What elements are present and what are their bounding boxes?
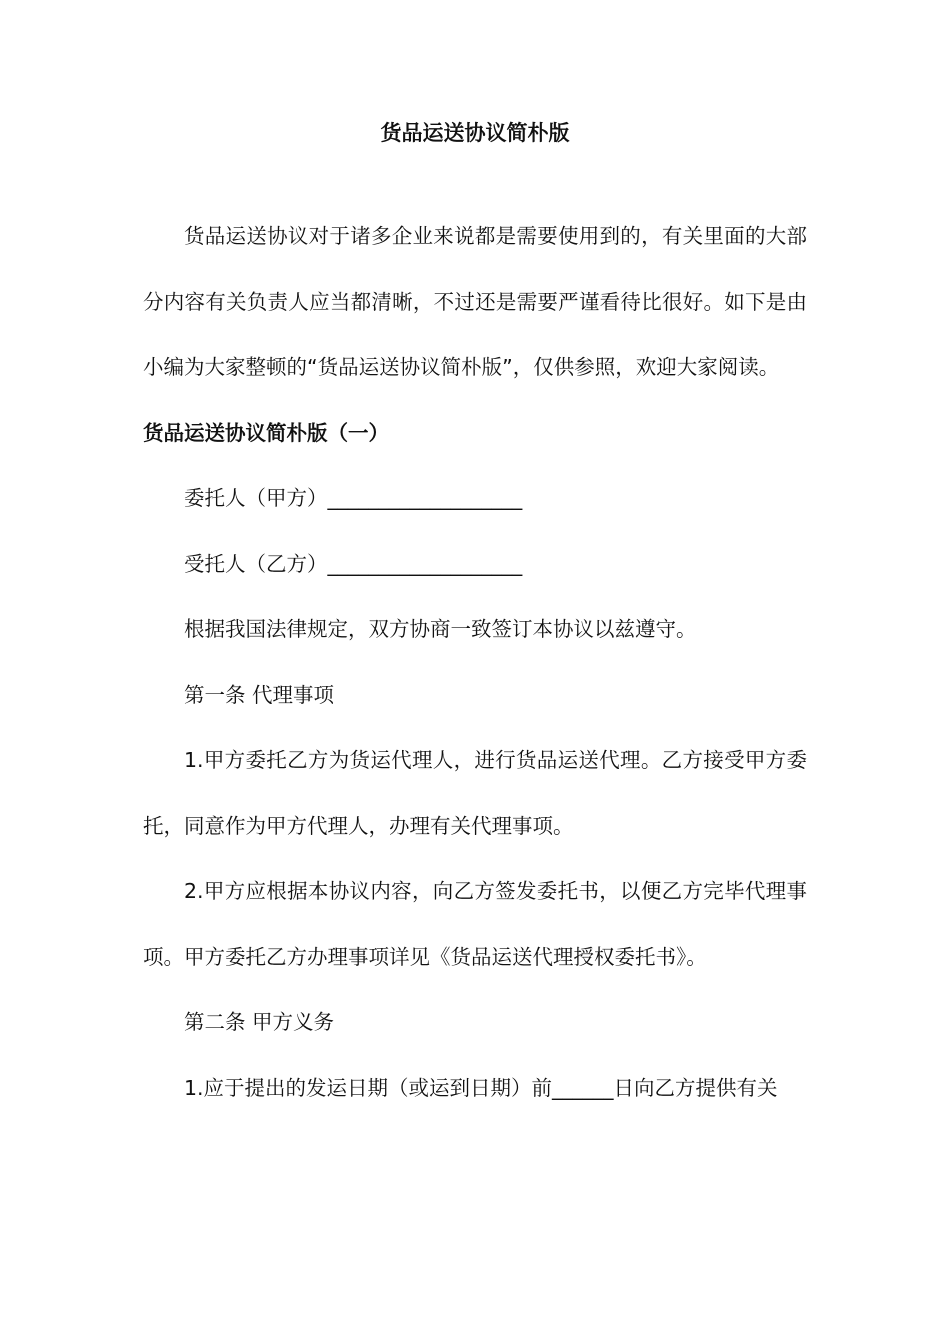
party-b-line: 受托人（乙方）___________________ [184,551,523,576]
article-1-item-2: 2.甲方应根据本协议内容，向乙方签发委托书，以便乙方完毕代理事项。甲方委托乙方办理事项详见《货品运送代理授权委托书》。 [143,879,807,969]
article-2-title: 第二条 甲方义务 [184,1010,335,1034]
article-1-title: 第一条 代理事项 [184,682,335,707]
section-heading: 货品运送协议简朴版（一） [143,420,389,445]
party-a-line: 委托人（甲方）___________________ [184,486,523,510]
document-title: 货品运送协议简朴版 [380,121,570,145]
preamble-paragraph: 根据我国法律规定，双方协商一致签订本协议以兹遵守。 [184,617,697,641]
article-1-item-1: 1.甲方委托乙方为货运代理人，进行货品运送代理。乙方接受甲方委托，同意作为甲方代理人，办理有关代理事项。 [143,748,807,838]
intro-paragraph: 货品运送协议对于诸多企业来说都是需要使用到的，有关里面的大部分内容有关负责人应当都清晰，不过还是需要严谨看待比很好。如下是由小编为大家整顿的“货品运送协议简朴版”，仅供参照，欢迎大家阅读。 [143,224,807,379]
article-2-item-1: 1.应于提出的发运日期（或运到日期）前______日向乙方提供有关 [184,1075,778,1100]
document-body [143,204,807,1121]
